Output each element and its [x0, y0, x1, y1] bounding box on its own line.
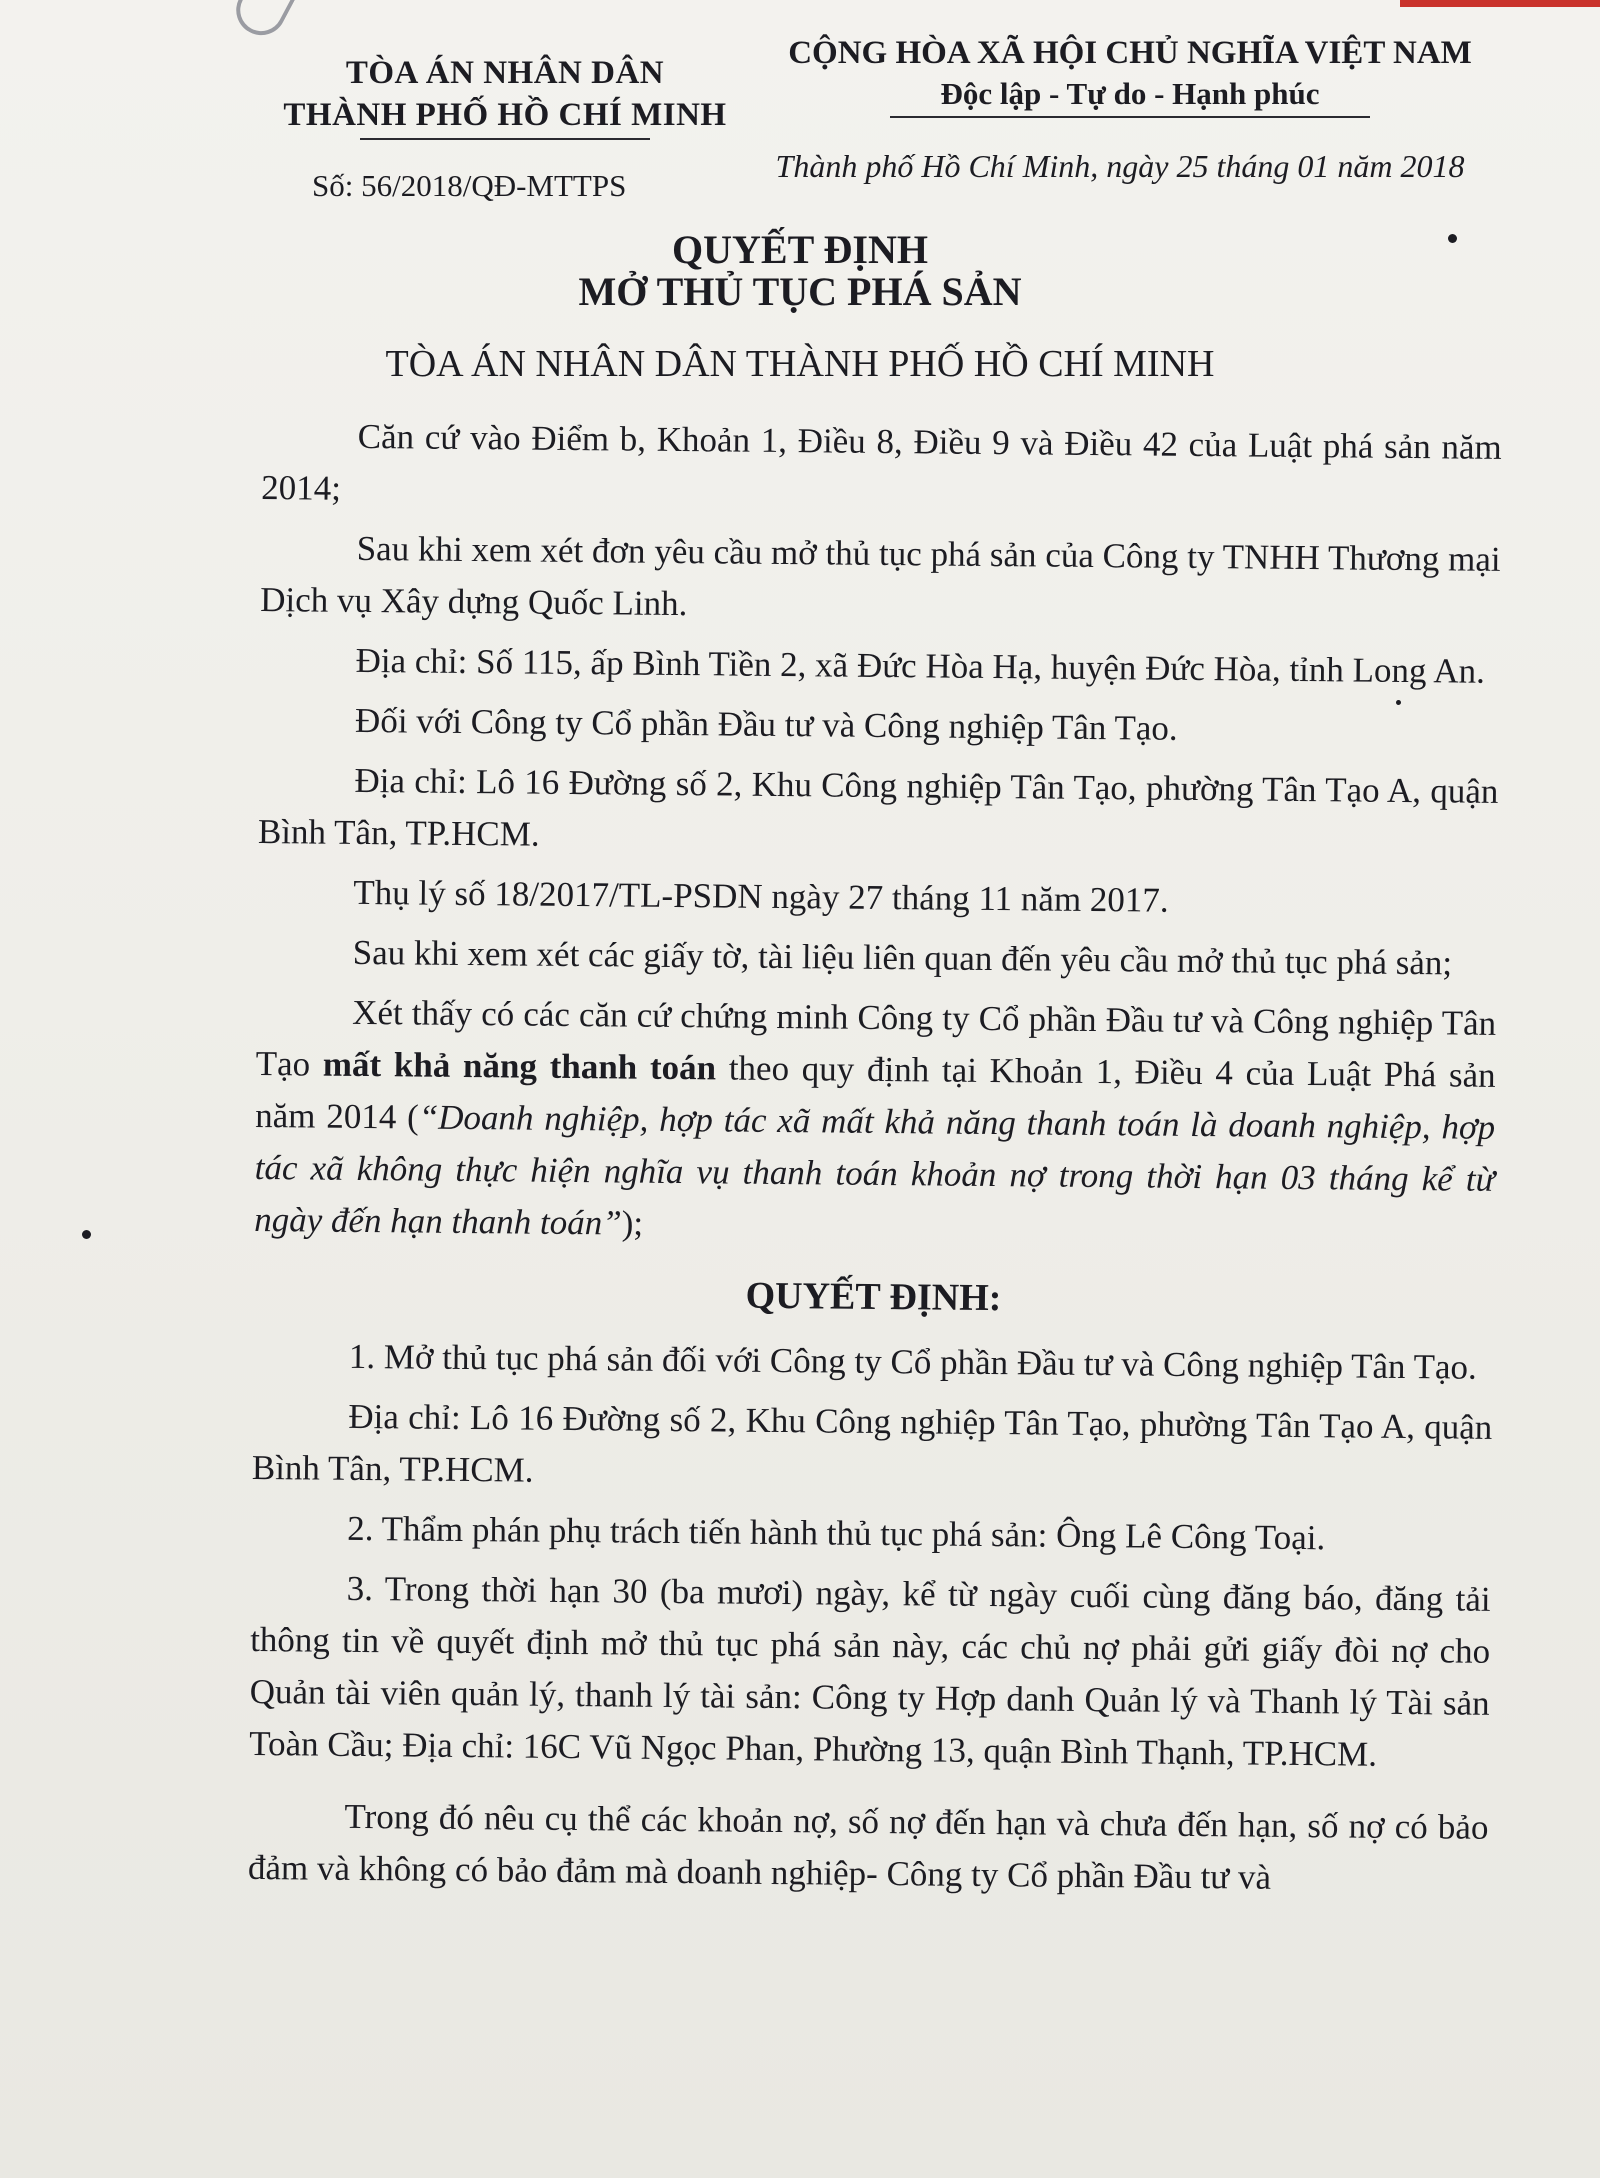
motto-underline: [890, 116, 1370, 118]
national-motto: Độc lập - Tự do - Hạnh phúc: [940, 76, 1320, 111]
document-number: Số: 56/2018/QĐ-MTTPS: [312, 168, 627, 203]
finding-insolvency: mất khả năng thanh toán: [322, 1044, 717, 1088]
court-city: THÀNH PHỐ HỒ CHÍ MINH: [283, 97, 727, 133]
national-header: [760, 32, 1500, 118]
header-underline: [360, 138, 650, 140]
document-subtitle: MỞ THỦ TỤC PHÁ SẢN: [578, 269, 1022, 314]
finding-quote: “Doanh nghiệp, hợp tác xã mất khả năng thanh toán là doanh nghiệp, hợp tác xã không thực hiện nghĩa vụ thanh toán khoản nợ trong thời hạn 03 tháng kể từ ngày đến hạn thanh toán”: [254, 1097, 1496, 1243]
binder-clip: [227, 0, 302, 44]
paragraph-petitioner-address: Địa chỉ: Số 115, ấp Bình Tiền 2, xã Đức Hòa Hạ, huyện Đức Hòa, tỉnh Long An.: [355, 640, 1486, 691]
document-title: QUYẾT ĐỊNH: [672, 227, 928, 272]
decision-item-2: 2. Thẩm phán phụ trách tiến hành thủ tục phá sản: Ông Lê Công Toại.: [347, 1508, 1326, 1558]
red-corner-mark: [1400, 0, 1600, 7]
decision-item-1-address: Địa chỉ: Lô 16 Đường số 2, Khu Công nghiệp Tân Tạo, phường Tân Tạo A, quận Bình Tân, TP.HCM.: [251, 1396, 1493, 1490]
decision-item-3-detail: Trong đó nêu cụ thể các khoản nợ, số nợ đến hạn và chưa đến hạn, số nợ có bảo đảm và không có bảo đảm mà doanh nghiệp- Công ty Cổ phần Đầu tư và: [247, 1796, 1489, 1897]
court-header: [270, 52, 740, 140]
document-body: [248, 410, 1502, 1914]
paragraph-respondent: Đối với Công ty Cổ phần Đầu tư và Công nghiệp Tân Tạo.: [354, 700, 1178, 748]
finding-text-end: );: [621, 1203, 644, 1243]
decision-item-3: 3. Trong thời hạn 30 (ba mươi) ngày, kể từ ngày cuối cùng đăng báo, đăng tải thông tin về quyết định mở thủ tục phá sản này, các chủ nợ phải gửi giấy đòi nợ cho Quản tài viên quản lý, thanh lý tài sản: Công ty Hợp danh Quản lý và Thanh lý Tài sản Toàn Cầu; Địa chỉ: 16C Vũ Ngọc Phan, Phường 13, quận Bình Thạnh, TP.HCM.: [249, 1568, 1491, 1774]
finding-text-cont: theo quy định tại Khoản 1, Điều 4 của Luật Phá sản năm 2014 (: [255, 1048, 1496, 1137]
place-and-date: Thành phố Hồ Chí Minh, ngày 25 tháng 01 năm 2018: [775, 148, 1465, 184]
issuing-authority: TÒA ÁN NHÂN DÂN THÀNH PHỐ HỒ CHÍ MINH: [385, 343, 1215, 385]
paragraph-petition: Sau khi xem xét đơn yêu cầu mở thủ tục phá sản của Công ty TNHH Thương mại Dịch vụ Xây dựng Quốc Linh.: [259, 528, 1501, 624]
paragraph-case-acceptance: Thụ lý số 18/2017/TL-PSDN ngày 27 tháng 11 năm 2017.: [353, 872, 1169, 920]
republic-name: CỘNG HÒA XÃ HỘI CHỦ NGHĨA VIỆT NAM: [788, 35, 1472, 71]
court-name: TÒA ÁN NHÂN DÂN: [345, 55, 665, 91]
ink-dot: [82, 1230, 91, 1239]
decision-item-1: 1. Mở thủ tục phá sản đối với Công ty Cổ phần Đầu tư và Công nghiệp Tân Tạo.: [348, 1336, 1477, 1387]
finding-text: Xét thấy có các căn cứ chứng minh Công ty Cổ phần Đầu tư và Công nghiệp Tân Tạo: [255, 992, 1497, 1084]
paragraph-review: Sau khi xem xét các giấy tờ, tài liệu liên quan đến yêu cầu mở thủ tục phá sản;: [352, 932, 1453, 983]
paragraph-respondent-address: Địa chỉ: Lô 16 Đường số 2, Khu Công nghiệp Tân Tạo, phường Tân Tạo A, quận Bình Tân, TP.HCM.: [257, 760, 1499, 854]
decision-heading: QUYẾT ĐỊNH:: [745, 1274, 1002, 1320]
paragraph-finding: [254, 986, 1496, 1258]
paragraph-legal-basis: Căn cứ vào Điểm b, Khoản 1, Điều 8, Điều 9 và Điều 42 của Luật phá sản năm 2014;: [261, 416, 1502, 508]
